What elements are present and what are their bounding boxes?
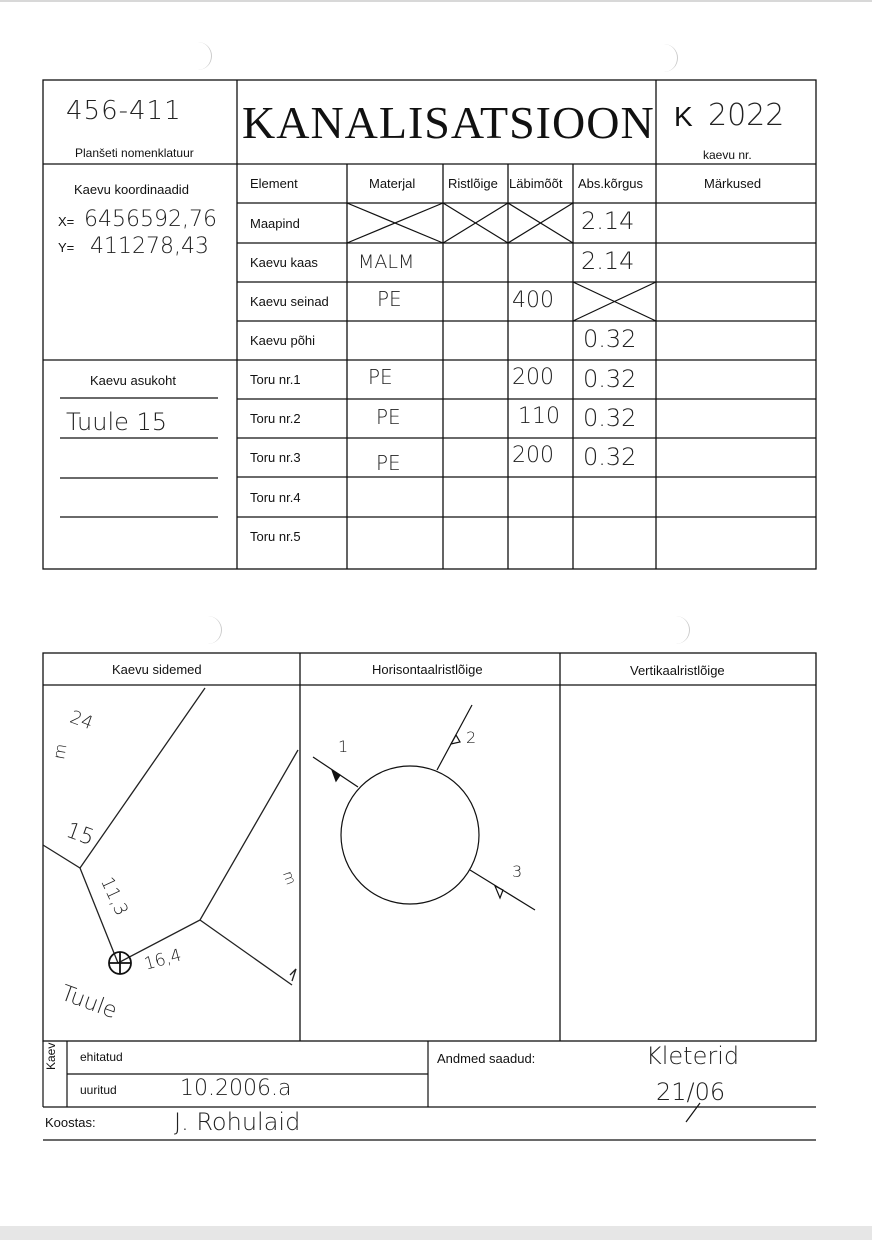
well-symbol	[109, 952, 131, 974]
row-height: 0.32	[583, 365, 637, 393]
built-label: ehitatud	[80, 1050, 123, 1064]
row-diameter: 400	[512, 288, 554, 313]
pipe-label: 2	[466, 728, 477, 747]
row-material: PE	[376, 405, 401, 429]
panel-title-connections: Kaevu sidemed	[112, 662, 202, 677]
col-header-notes: Märkused	[704, 176, 762, 191]
row-height: 0.32	[583, 325, 637, 353]
data-received-label: Andmed saadud:	[437, 1051, 536, 1066]
page-title: KANALISATSIOON	[242, 97, 655, 148]
nomenclature-label: Planšeti nomenklatuur	[75, 146, 194, 160]
pipe-label: 1	[338, 737, 349, 756]
row-material: PE	[376, 451, 401, 475]
row-element: Toru nr.4	[250, 490, 301, 505]
y-coordinate-value: 411278,43	[90, 234, 209, 259]
panel-title-vertical: Vertikaalristlõige	[630, 663, 725, 678]
col-header-height: Abs.kõrgus	[578, 176, 644, 191]
row-material: MALM	[358, 251, 415, 273]
row-height: 2.14	[581, 207, 635, 235]
y-label: Y=	[58, 240, 75, 255]
col-header-element: Element	[250, 176, 298, 191]
well-number-label: kaevu nr.	[703, 148, 752, 162]
row-element: Toru nr.3	[250, 450, 301, 465]
col-header-diameter: Läbimõõt	[509, 176, 563, 191]
kaev-label: Kaev	[44, 1042, 58, 1070]
row-element: Toru nr.5	[250, 529, 301, 544]
sketch-label: m	[278, 868, 299, 888]
location-label: Kaevu asukoht	[90, 373, 177, 388]
row-height: 0.32	[583, 404, 637, 432]
sketch-distance: 16,4	[142, 945, 184, 975]
location-value: Tuule 15	[66, 408, 168, 436]
panel-title-horizontal: Horisontaalristlõige	[372, 662, 483, 677]
well-number: 2022	[708, 98, 785, 133]
nomenclature-value: 456-411	[66, 96, 182, 126]
row-diameter: 200	[512, 365, 554, 390]
x-label: X=	[58, 214, 75, 229]
col-header-section: Ristlõige	[448, 176, 498, 191]
well-prefix: K	[674, 101, 693, 132]
measured-value: 10.2006.a	[180, 1076, 292, 1101]
sketch-label: m	[49, 742, 71, 761]
sketch-label: 24	[67, 706, 96, 735]
x-coordinate-value: 6456592,76	[84, 207, 217, 232]
coordinates-label: Kaevu koordinaadid	[74, 182, 189, 197]
row-diameter: 200	[512, 443, 554, 468]
author-value: J. Rohulaid	[174, 1108, 301, 1136]
row-height: 2.14	[581, 247, 635, 275]
street-name: Tuule	[57, 980, 121, 1025]
row-material: PE	[377, 287, 402, 311]
row-height: 0.32	[583, 443, 637, 471]
pipe-label: 3	[512, 862, 523, 881]
sketch-distance: 11,3	[96, 873, 133, 920]
horizontal-section-sketch	[313, 705, 535, 910]
row-element: Toru nr.1	[250, 372, 301, 387]
author-label: Koostas:	[45, 1115, 96, 1130]
row-element: Kaevu seinad	[250, 294, 329, 309]
row-element: Kaevu kaas	[250, 255, 318, 270]
row-diameter: 110	[518, 404, 560, 429]
col-header-material: Materjal	[369, 176, 416, 191]
row-element: Toru nr.2	[250, 411, 301, 426]
sketch-label: 15	[62, 817, 98, 852]
data-received-source: Kleterid	[646, 1042, 740, 1070]
row-material: PE	[368, 365, 393, 389]
data-received-date: 21/06	[656, 1078, 726, 1106]
row-element: Kaevu põhi	[250, 333, 316, 348]
scan-edge-bottom	[0, 1226, 872, 1240]
row-element: Maapind	[250, 216, 300, 231]
measured-label: uuritud	[80, 1083, 117, 1097]
